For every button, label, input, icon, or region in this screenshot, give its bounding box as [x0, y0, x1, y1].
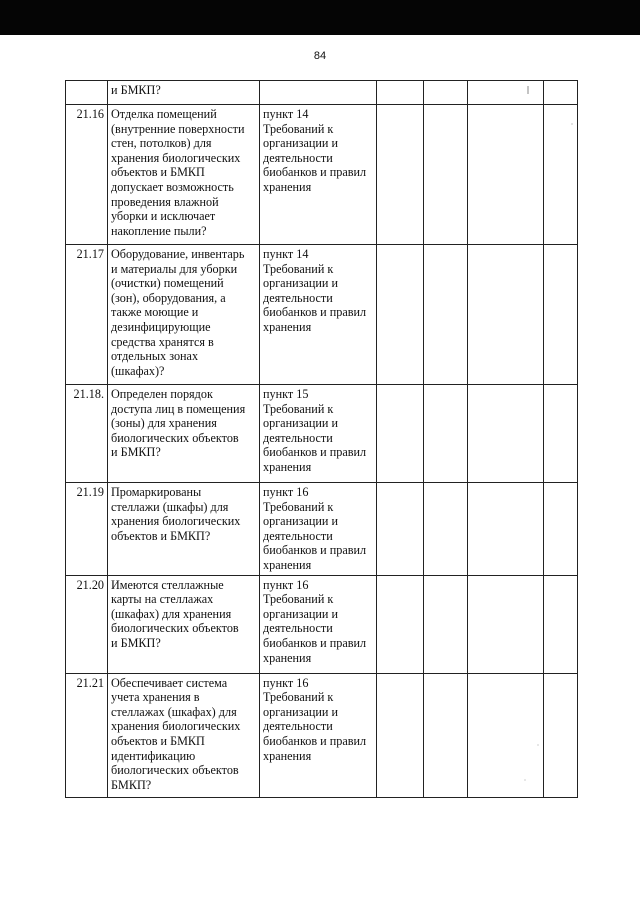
- not-applicable-cell: [468, 673, 544, 797]
- table-row: [66, 673, 578, 797]
- row-number: 21.21: [66, 673, 108, 797]
- scan-top-bar: [0, 0, 640, 35]
- legal-reference: пункт 14 Требований к организации и деятельности биобанков и правил хранения: [260, 245, 377, 385]
- table-row: [66, 385, 578, 483]
- legal-reference: пункт 14 Требований к организации и деятельности биобанков и правил хранения: [260, 105, 377, 245]
- answer-no-cell: [424, 81, 468, 105]
- legal-reference: пункт 16 Требований к организации и деятельности биобанков и правил хранения: [260, 575, 377, 673]
- row-number: 21.18.: [66, 385, 108, 483]
- answer-yes-cell: [377, 81, 424, 105]
- note-cell: [544, 673, 578, 797]
- legal-reference: [260, 81, 377, 105]
- answer-no-cell: [424, 575, 468, 673]
- answer-no-cell: [424, 673, 468, 797]
- checklist-table: [65, 80, 578, 798]
- not-applicable-cell: [468, 105, 544, 245]
- answer-yes-cell: [377, 575, 424, 673]
- requirement-question: Обеспечивает система учета хранения в стеллажах (шкафах) для хранения биологических объектов и БМКП идентификацию биологических объектов БМКП?: [108, 673, 260, 797]
- row-number: 21.19: [66, 483, 108, 576]
- answer-yes-cell: [377, 673, 424, 797]
- requirement-question: Отделка помещений (внутренние поверхности стен, потолков) для хранения биологических объектов и БМКП допускает возможность проведения влажной уборки и исключает накопление пыли?: [108, 105, 260, 245]
- row-number: 21.20: [66, 575, 108, 673]
- note-cell: [544, 81, 578, 105]
- note-cell: [544, 483, 578, 576]
- answer-no-cell: [424, 385, 468, 483]
- legal-reference: пункт 16 Требований к организации и деятельности биобанков и правил хранения: [260, 673, 377, 797]
- legal-reference: пункт 15 Требований к организации и деятельности биобанков и правил хранения: [260, 385, 377, 483]
- requirement-question: Имеются стеллажные карты на стеллажах (шкафах) для хранения биологических объектов и БМКП?: [108, 575, 260, 673]
- row-number: 21.17: [66, 245, 108, 385]
- table-row: [66, 483, 578, 576]
- row-number: [66, 81, 108, 105]
- not-applicable-cell: [468, 245, 544, 385]
- requirement-question: Оборудование, инвентарь и материалы для уборки (очистки) помещений (зон), оборудования, а также моющие и дезинфицирующие средства хранятся в отдельных зонах (шкафах)?: [108, 245, 260, 385]
- row-number: 21.16: [66, 105, 108, 245]
- note-cell: [544, 385, 578, 483]
- not-applicable-cell: [468, 575, 544, 673]
- table-row: [66, 105, 578, 245]
- not-applicable-cell: [468, 81, 544, 105]
- answer-yes-cell: [377, 245, 424, 385]
- not-applicable-cell: [468, 385, 544, 483]
- answer-yes-cell: [377, 105, 424, 245]
- answer-no-cell: [424, 245, 468, 385]
- table-row: [66, 81, 578, 105]
- requirement-question: Промаркированы стеллажи (шкафы) для хранения биологических объектов и БМКП?: [108, 483, 260, 576]
- answer-no-cell: [424, 483, 468, 576]
- note-cell: [544, 245, 578, 385]
- table-row: [66, 575, 578, 673]
- not-applicable-cell: [468, 483, 544, 576]
- note-cell: [544, 105, 578, 245]
- answer-no-cell: [424, 105, 468, 245]
- requirement-question: и БМКП?: [108, 81, 260, 105]
- note-cell: [544, 575, 578, 673]
- requirement-question: Определен порядок доступа лиц в помещения (зоны) для хранения биологических объектов и БМКП?: [108, 385, 260, 483]
- answer-yes-cell: [377, 385, 424, 483]
- page-number: 84: [313, 50, 327, 62]
- legal-reference: пункт 16 Требований к организации и деятельности биобанков и правил хранения: [260, 483, 377, 576]
- answer-yes-cell: [377, 483, 424, 576]
- table-row: [66, 245, 578, 385]
